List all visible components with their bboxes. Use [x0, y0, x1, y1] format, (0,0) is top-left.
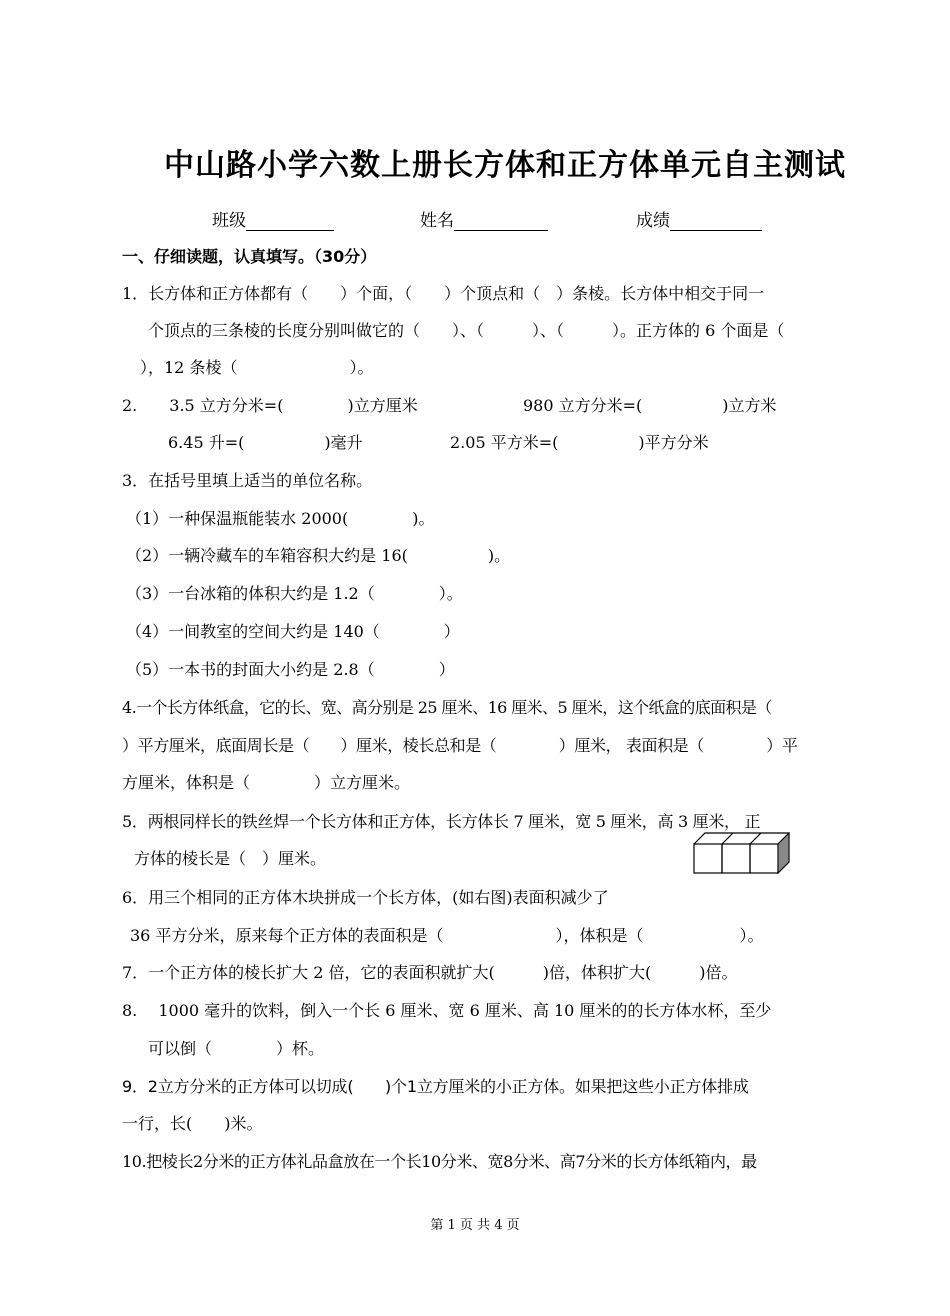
q1-line2: 个顶点的三条棱的长度分别叫做它的（ ）、（ ）、（ ）。正方体的 6 个面是（	[148, 321, 785, 340]
q6-line2: 36 平方分米，原来每个正方体的表面积是（ ），体积是（ ）。	[130, 926, 764, 945]
q3-item: （3）一台冰箱的体积大约是 1.2（ ）。	[126, 584, 463, 603]
q6-line1: 6．用三个相同的正方体木块拼成一个长方体，(如右图)表面积减少了	[122, 888, 609, 907]
q7-line: 7．一个正方体的棱长扩大 2 倍，它的表面积就扩大( )倍，体积扩大( )倍。	[122, 963, 738, 982]
q3-item: （4）一间教室的空间大约是 140（ ）	[126, 622, 460, 641]
q8-line1: 8. 1000 毫升的饮料，倒入一个长 6 厘米、宽 6 厘米、高 10 厘米的的长方体水杯，至少	[122, 1001, 772, 1020]
score-field	[636, 206, 762, 231]
section-heading: 一、仔细读题，认真填写。（30分）	[122, 247, 377, 266]
q3-heading: 3．在括号里填上适当的单位名称。	[122, 471, 373, 490]
class-field	[212, 206, 334, 231]
name-field	[420, 206, 548, 231]
q2-d: 2.05 平方米=( )平方分米	[450, 433, 709, 452]
q5-line2: 方体的棱长是（ ）厘米。	[134, 849, 327, 868]
q8-line2: 可以倒（ ）杯。	[148, 1039, 325, 1058]
q1-line1: 1．长方体和正方体都有（ ）个面，（ ）个顶点和（ ）条棱。长方体中相交于同一	[122, 284, 765, 303]
q4-line2: ）平方厘米，底面周长是（ ）厘米，棱长总和是（ ）厘米， 表面积是（ ）平	[122, 736, 798, 755]
q3-item: （5）一本书的封面大小约是 2.8（ ）	[126, 660, 455, 679]
q4-line1: 4.一个长方体纸盒，它的长、宽、高分别是 25 厘米、16 厘米、5 厘米，这个纸盒的底面积是（	[122, 698, 772, 717]
q9-line2: 一行，长( )米。	[122, 1114, 263, 1133]
q1-line3: ），12 条棱（ ）。	[140, 358, 374, 377]
name-blank[interactable]	[454, 212, 548, 231]
q2-b: 980 立方分米=( )立方米	[523, 396, 777, 415]
q9-line1: 9．2立方分米的正方体可以切成( )个1立方厘米的小正方体。如果把这些小正方体排成	[122, 1077, 749, 1096]
score-label: 成绩	[636, 211, 670, 231]
class-blank[interactable]	[246, 212, 334, 231]
page-footer: 第 1 页 共 4 页	[430, 1218, 520, 1233]
class-label: 班级	[212, 211, 246, 231]
name-label: 姓名	[420, 211, 454, 231]
q3-item: （1）一种保温瓶能装水 2000( )。	[126, 509, 435, 528]
score-blank[interactable]	[670, 212, 762, 231]
three-cubes-figure	[693, 832, 793, 876]
q5-line1: 5．两根同样长的铁丝焊一个长方体和正方体，长方体长 7 厘米，宽 5 厘米，高 3 厘米， 正	[122, 812, 761, 831]
q3-item: （2）一辆冷藏车的车箱容积大约是 16( )。	[126, 546, 511, 565]
q2-c: 6.45 升=( )毫升	[168, 433, 363, 452]
q4-line3: 方厘米，体积是（ ）立方厘米。	[122, 773, 411, 792]
page-title: 中山路小学六数上册长方体和正方体单元自主测试	[164, 148, 846, 183]
q2-a: 2. 3.5 立方分米=( )立方厘米	[122, 396, 418, 415]
q10-line1: 10.把棱长2分米的正方体礼品盒放在一个长10分米、宽8分米、高7分米的长方体纸箱内，最	[122, 1152, 757, 1171]
